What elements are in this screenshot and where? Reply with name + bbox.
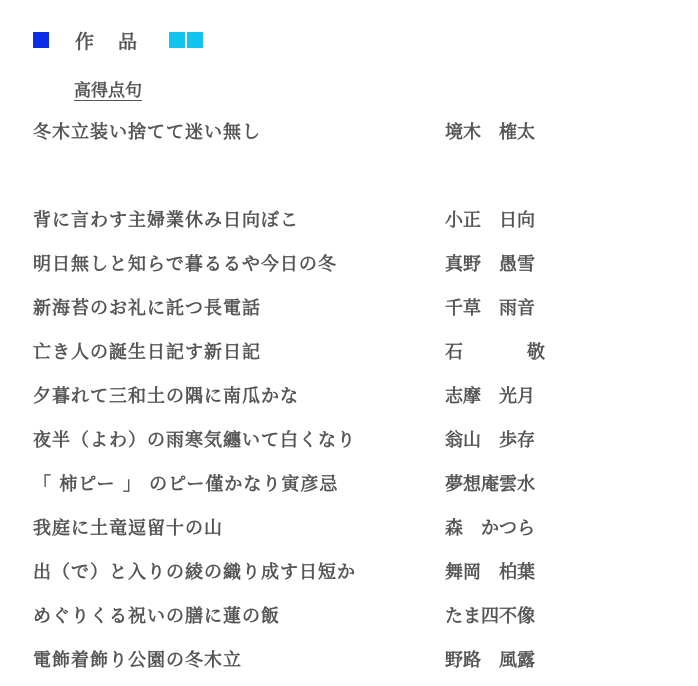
author-name xyxy=(445,558,535,584)
author-name xyxy=(445,338,545,364)
haiku-text: 冬木立装い捨てて迷い無し xyxy=(33,122,261,143)
blue-square-icon xyxy=(33,32,49,48)
list-item xyxy=(33,338,673,364)
author-family: 志摩 xyxy=(445,386,481,407)
list-item xyxy=(33,646,673,672)
list-item xyxy=(33,558,673,584)
author-name xyxy=(445,294,535,320)
author-name xyxy=(445,382,535,408)
haiku-text: めぐりくる祝いの膳に蓮の飯 xyxy=(33,606,280,627)
cyan-square-icon xyxy=(169,32,185,48)
haiku-text: 背に言わす主婦業休み日向ぼこ xyxy=(33,210,299,231)
author-given: 榷太 xyxy=(499,122,535,143)
author-name xyxy=(445,426,535,452)
author-name xyxy=(445,602,553,628)
author-given: 敬 xyxy=(527,342,545,363)
author-name xyxy=(445,470,553,496)
author-name xyxy=(445,514,535,540)
section-subtitle: 高得点句 xyxy=(74,81,142,101)
author-family: 小正 xyxy=(445,210,481,231)
author-family: 境木 xyxy=(445,122,481,143)
author-family: たま四不像 xyxy=(445,606,535,627)
haiku-text: 電飾着飾り公園の冬木立 xyxy=(33,650,242,671)
haiku-text: 明日無しと知らで暮るるや今日の冬 xyxy=(33,254,337,275)
haiku-text: 夕暮れて三和土の隅に南瓜かな xyxy=(33,386,299,407)
author-given: 歩存 xyxy=(499,430,535,451)
author-family: 野路 xyxy=(445,650,481,671)
list-item xyxy=(33,294,673,320)
list-item xyxy=(33,206,673,232)
list-item xyxy=(33,602,673,628)
haiku-text: 出（で）と入りの綾の織り成す日短か xyxy=(33,562,356,583)
author-family: 真野 xyxy=(445,254,481,275)
author-family: 森 xyxy=(445,518,463,539)
page-title: 作品 xyxy=(75,30,162,53)
list-item xyxy=(33,382,673,408)
haiku-text: 夜半（よわ）の雨寒気纏いて白くなり xyxy=(33,430,356,451)
author-given: 雨音 xyxy=(499,298,535,319)
author-family: 舞岡 xyxy=(445,562,481,583)
haiku-text: 「 柿ピー 」 のピー僅かなり寅彦忌 xyxy=(33,474,339,495)
author-family: 石 xyxy=(445,342,463,363)
author-given: 風露 xyxy=(499,650,535,671)
haiku-text: 新海苔のお礼に託つ長電話 xyxy=(33,298,261,319)
list-item xyxy=(33,118,673,144)
author-name xyxy=(445,118,535,144)
author-given: 愚雪 xyxy=(499,254,535,275)
list-item xyxy=(33,250,673,276)
list-item xyxy=(33,426,673,452)
author-name xyxy=(445,250,535,276)
author-family: 千草 xyxy=(445,298,481,319)
author-family: 翁山 xyxy=(445,430,481,451)
list-item xyxy=(33,514,673,540)
cyan-square-icon xyxy=(187,32,203,48)
author-given: 光月 xyxy=(499,386,535,407)
author-name xyxy=(445,206,535,232)
author-given: かつら xyxy=(481,518,535,539)
haiku-text: 亡き人の誕生日記す新日記 xyxy=(33,342,261,363)
list-item xyxy=(33,470,673,496)
section-header xyxy=(33,28,203,52)
haiku-text: 我庭に土竜逗留十の山 xyxy=(33,518,223,539)
author-given: 日向 xyxy=(499,210,535,231)
author-name xyxy=(445,646,535,672)
author-family: 夢想庵雲水 xyxy=(445,474,535,495)
author-given: 柏葉 xyxy=(499,562,535,583)
